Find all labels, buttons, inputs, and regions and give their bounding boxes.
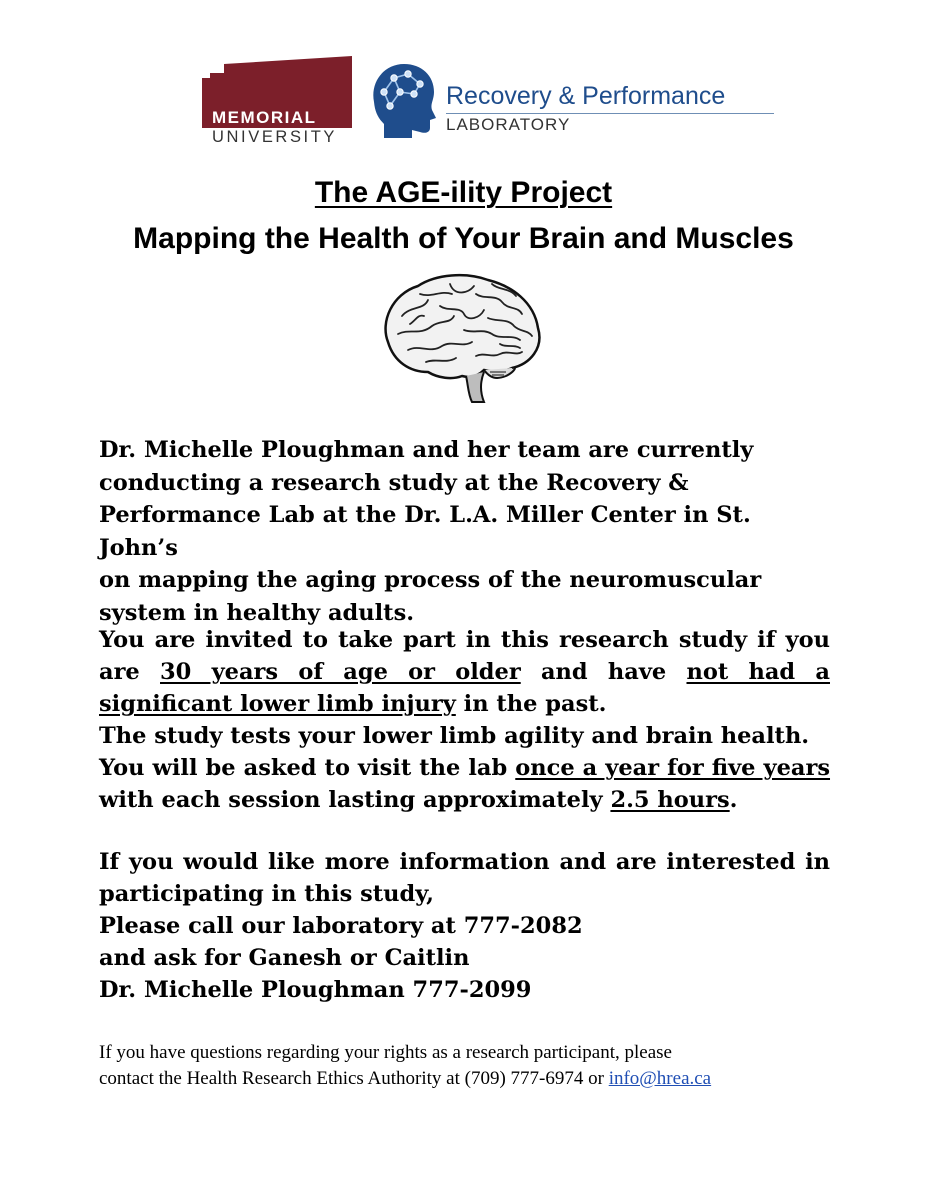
- head-network-icon: [366, 62, 438, 138]
- footer-line: If you have questions regarding your rights as a research participant, please: [99, 1042, 672, 1063]
- memorial-university-logo: [202, 56, 354, 148]
- lab-subtitle: LABORATORY: [446, 115, 571, 134]
- project-title: The AGE-ility Project: [314, 176, 613, 209]
- pi-phone-text: Dr. Michelle Ploughman 777-2099: [99, 977, 532, 1003]
- project-subtitle: Mapping the Health of Your Brain and Muscles: [133, 222, 794, 255]
- recovery-performance-lab-logo: [366, 62, 776, 142]
- contact-paragraph: [99, 846, 830, 1006]
- footer-line: contact the Health Research Ethics Authority at (709) 777-6974 or: [99, 1068, 609, 1089]
- intro-line: on mapping the aging process of the neuromuscular: [99, 567, 762, 593]
- study-tests-text: The study tests your lower limb agility and brain health.: [99, 723, 810, 749]
- lab-phone-text: Please call our laboratory at 777-2082: [99, 913, 583, 939]
- visit-frequency: once a year for five years: [515, 755, 831, 781]
- age-requirement: 30 years of age or older: [160, 659, 521, 685]
- ethics-email-link[interactable]: info@hrea.ca: [608, 1068, 712, 1089]
- lab-name: Recovery & Performance: [446, 82, 726, 110]
- intro-line: Performance Lab at the Dr. L.A. Miller Center in St. John’s: [99, 502, 751, 561]
- info-request-text: If you would like more information and are interested in participating in this study,: [99, 849, 830, 907]
- injury-requirement: not had a significant lower limb injury: [99, 659, 830, 717]
- lab-logo-divider: [446, 113, 774, 114]
- intro-paragraph: [99, 434, 830, 629]
- ask-for-text: and ask for Ganesh or Caitlin: [99, 945, 470, 971]
- session-duration: 2.5 hours: [610, 787, 730, 813]
- ethics-footer: [99, 1040, 859, 1092]
- intro-line: conducting a research study at the Recovery &: [99, 469, 689, 496]
- invite-end: in the past.: [455, 691, 607, 717]
- session-text: with each session lasting approximately: [99, 787, 611, 813]
- intro-line: Dr. Michelle Ploughman and her team are currently: [99, 437, 754, 463]
- session-end: .: [729, 787, 738, 813]
- university-wordmark: UNIVERSITY: [212, 128, 338, 146]
- memorial-wordmark: MEMORIAL: [212, 108, 317, 127]
- invite-text: You are invited to take part in this research study if you are: [99, 627, 830, 685]
- invite-connector: and have: [520, 659, 687, 685]
- brain-illustration: [380, 272, 546, 404]
- eligibility-paragraph: [99, 624, 830, 816]
- intro-line: system in healthy adults.: [99, 599, 415, 626]
- visit-text: You will be asked to visit the lab: [99, 755, 516, 781]
